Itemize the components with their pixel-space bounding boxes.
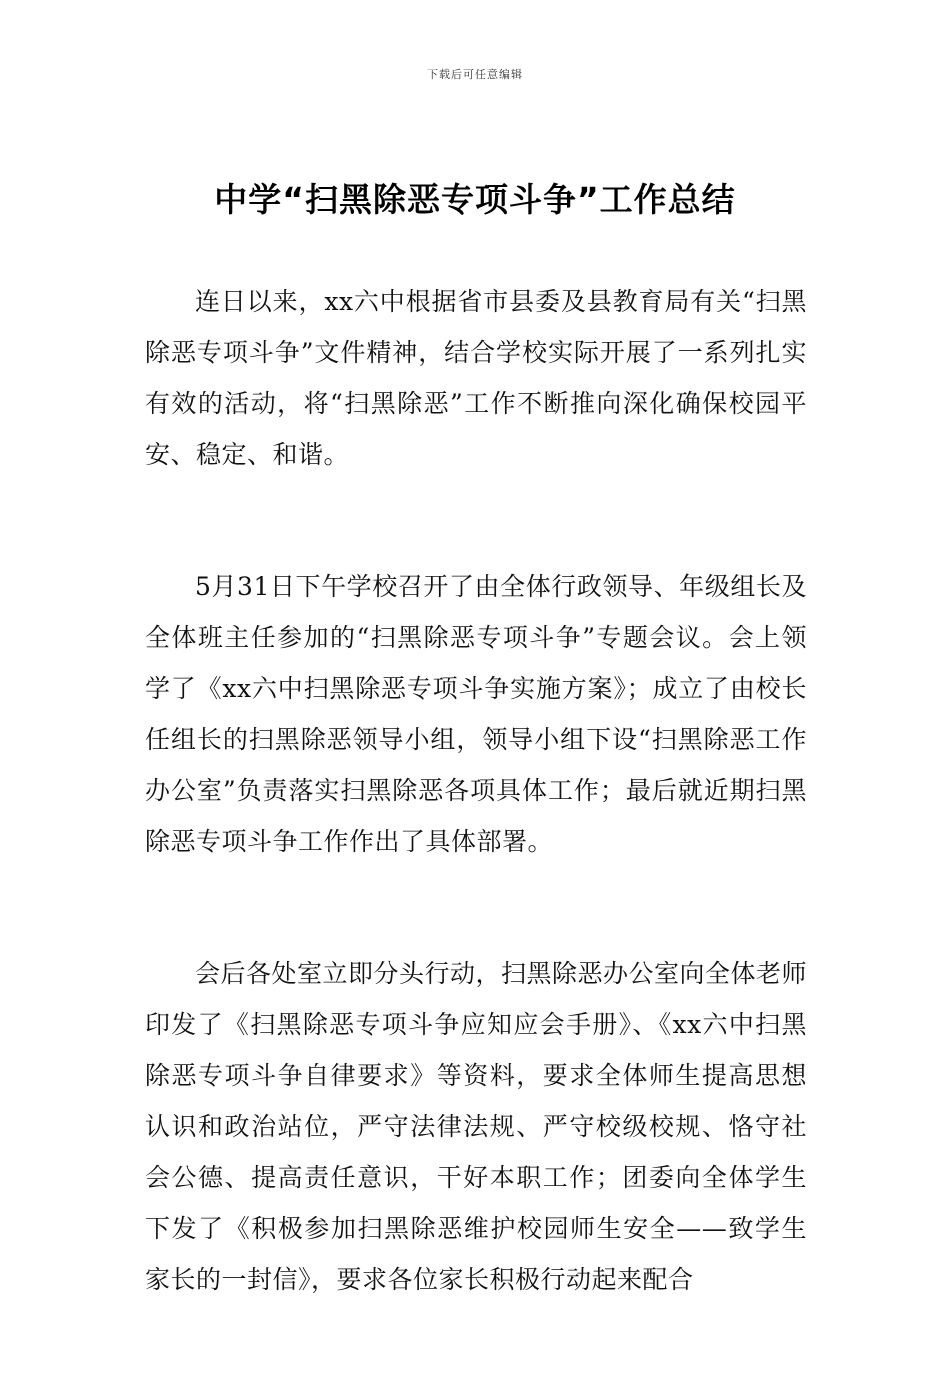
paragraph-meeting: 5月31日下午学校召开了由全体行政领导、年级组长及全体班主任参加的“扫黑除恶专项斗争”专题会议。会上领学了《xx六中扫黑除恶专项斗争实施方案》；成立了由校长任组长的扫黑除恶领导小组，领导小组下设“扫黑除恶工作办公室”负责落实扫黑除恶各项具体工作；最后就近期扫黑除恶专项斗争工作作出了具体部署。 — [145, 572, 807, 856]
paragraph-actions: 会后各处室立即分头行动，扫黑除恶办公室向全体老师印发了《扫黑除恶专项斗争应知应会手册》、《xx六中扫黑除恶专项斗争自律要求》等资料，要求全体师生提高思想认识和政治站位，严守法律法规、严守校级校规、恪守社会公德、提高责任意识，干好本职工作；团委向全体学生下发了《积极参加扫黑除恶维护校园师生安全——致学生家长的一封信》，要求各位家长积极行动起来配合 — [145, 959, 808, 1294]
document-title: 中学“扫黑除恶专项斗争”工作总结 — [214, 180, 736, 219]
header-note: 下载后可任意编辑 — [427, 68, 523, 81]
document-body — [145, 276, 807, 1386]
paragraph-intro: 连日以来，xx六中根据省市县委及县教育局有关“扫黑除恶专项斗争”文件精神，结合学校实际开展了一系列扎实有效的活动，将“扫黑除恶”工作不断推向深化确保校园平安、稳定、和谐。 — [145, 287, 807, 469]
